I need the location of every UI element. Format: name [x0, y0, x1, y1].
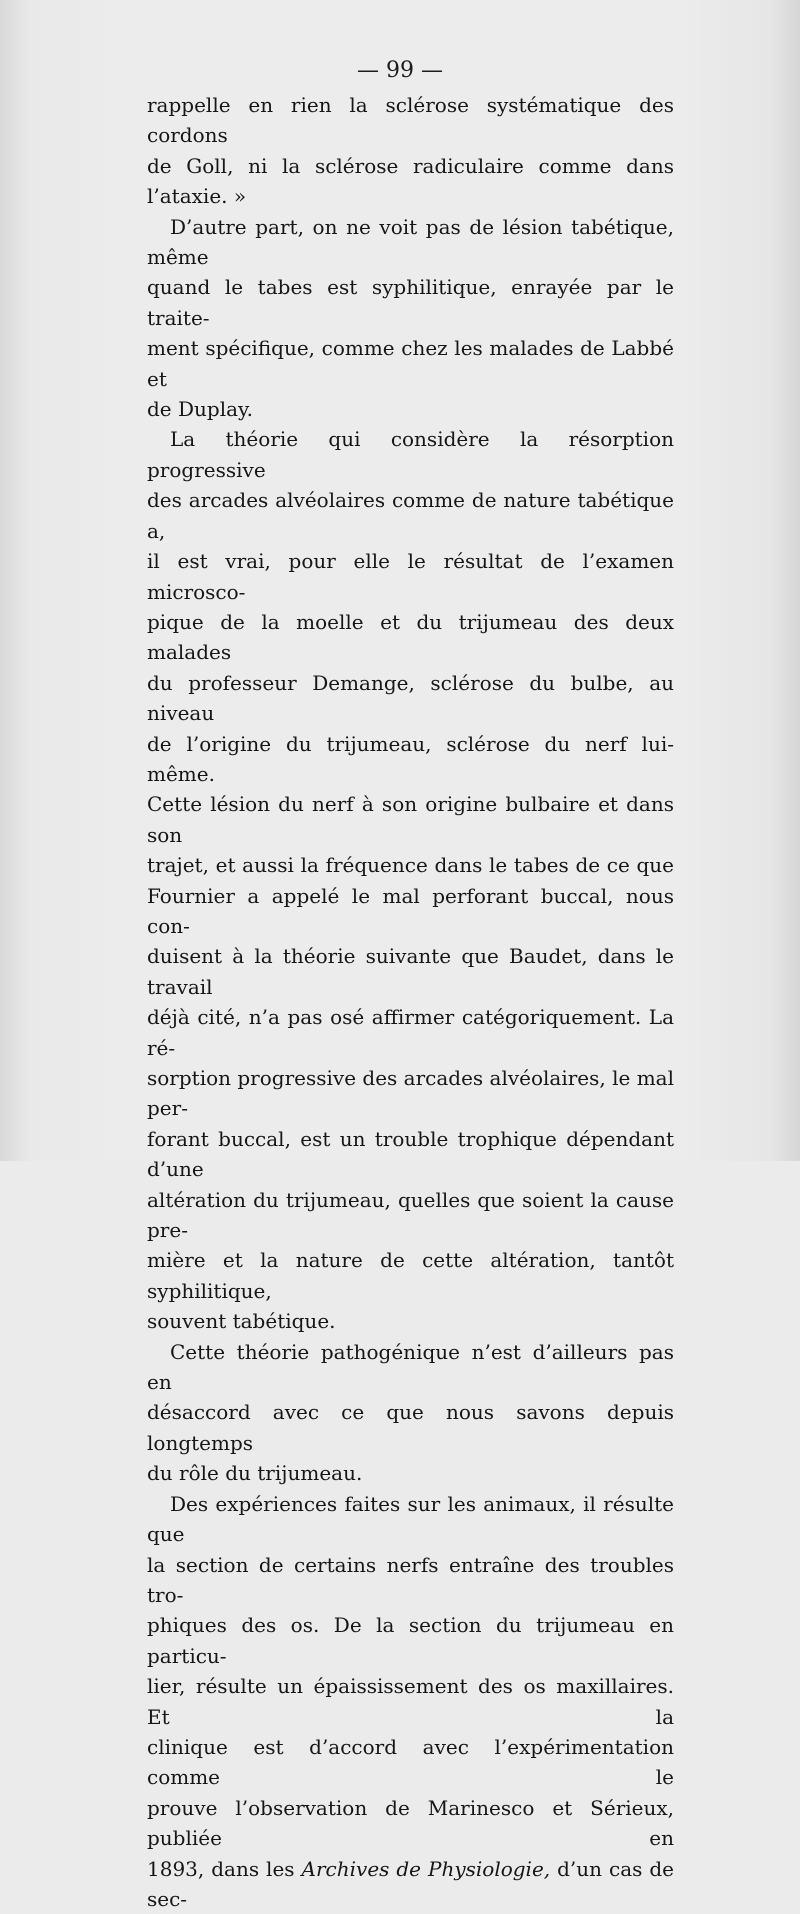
text-line: désaccord avec ce que nous savons depuis longtemps [147, 1400, 674, 1455]
text-line-final [147, 1854, 674, 1914]
text-line: la section de certains nerfs entraîne des troubles tro- [147, 1552, 674, 1607]
text-line: déjà cité, n’a pas osé affirmer catégoriquement. La ré- [147, 1005, 674, 1060]
text-line: mière et la nature de cette altération, tantôt syphilitique, [147, 1248, 674, 1303]
text-line: lier, résulte un épaississement des os maxillaires. Et la [147, 1674, 674, 1729]
text-line: pique de la moelle et du trijumeau des deux malades [147, 609, 674, 665]
text-line: de Duplay. [147, 397, 254, 422]
text-line: D’autre part, on ne voit pas de lésion tabétique, même [147, 214, 674, 270]
text-line: trajet, et aussi la fréquence dans le tabes de ce que [147, 853, 674, 878]
text-line: Cette lésion du nerf à son origine bulbaire et dans son [147, 792, 674, 847]
text-line: Fournier a appelé le mal perforant buccal, nous con- [147, 883, 674, 938]
text-line: ment spécifique, comme chez les malades de Labbé et [147, 336, 674, 391]
body-text [147, 90, 674, 1914]
text-line: des arcades alvéolaires comme de nature tabétique a, [147, 488, 674, 543]
text-line: La théorie qui considère la résorption progressive [147, 427, 674, 482]
text-line: de l’origine du trijumeau, sclérose du nerf lui-même. [147, 731, 674, 786]
text-line: rappelle en rien la sclérose systématique des cordons [147, 93, 674, 148]
text-line: souvent tabétique. [147, 1309, 336, 1334]
final-line-end: d’un cas de sec- [147, 1856, 674, 1911]
text-line: du professeur Demange, sclérose du bulbe, au niveau [147, 670, 674, 726]
text-line: il est vrai, pour elle le résultat de l’examen microsco- [147, 549, 674, 604]
text-line: duisent à la théorie suivante que Baudet, dans le travail [147, 944, 674, 999]
text-line: clinique est d’accord avec l’expérimentation comme le [147, 1734, 674, 1790]
text-line: altération du trijumeau, quelles que soient la cause pre- [147, 1187, 674, 1243]
text-line: du rôle du trijumeau. [147, 1461, 363, 1486]
text-line: sorption progressive des arcades alvéolaires, le mal per- [147, 1066, 674, 1121]
text-line: quand le tabes est syphilitique, enrayée par le traite- [147, 275, 674, 330]
text-line: Des expériences faites sur les animaux, il résulte que [147, 1491, 674, 1547]
text-line: prouve l’observation de Marinesco et Sérieux, publiée en [147, 1795, 674, 1851]
journal-title: Archives de Physiologie, [301, 1856, 551, 1881]
page-number: — 99 — [357, 58, 443, 83]
final-line-start: 1893, dans les [147, 1856, 302, 1881]
text-line: forant buccal, est un trouble trophique dépendant d’une [147, 1126, 674, 1182]
text-line: de Goll, ni la sclérose radiculaire comme dans l’ataxie. » [147, 153, 674, 209]
text-line: phiques des os. De la section du trijumeau en particu- [147, 1613, 674, 1668]
text-line: Cette théorie pathogénique n’est d’ailleurs pas en [147, 1339, 674, 1395]
